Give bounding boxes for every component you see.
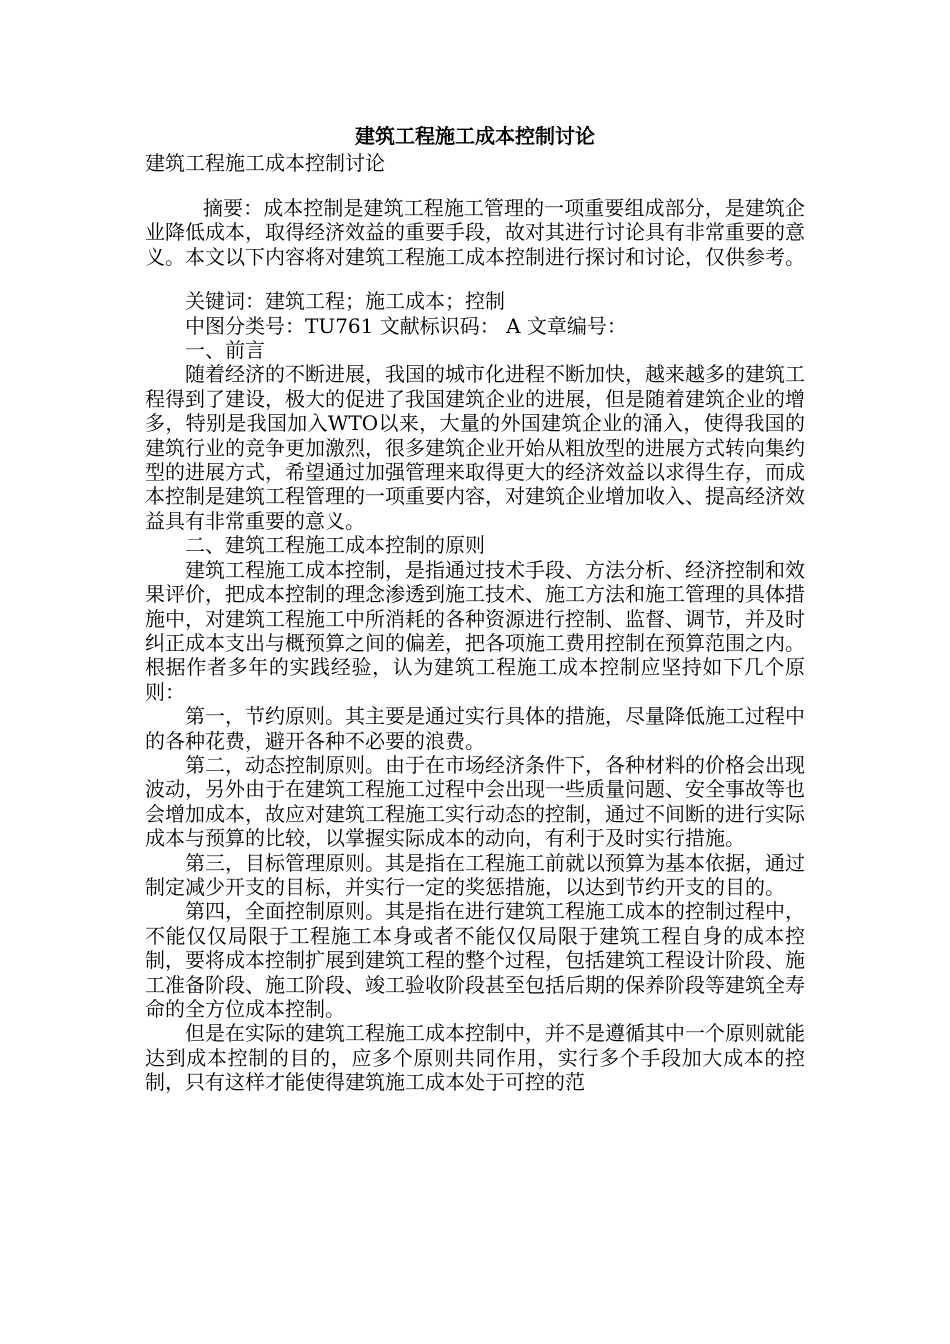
document-title: 建筑工程施工成本控制讨论: [355, 124, 595, 148]
principle-2-paragraph: 第二，动态控制原则。由于在市场经济条件下，各种材料的价格会出现波动，另外由于在建筑工程施工过程中会出现一些质量问题、安全事故等也会增加成本，故应对建筑工程施工实行动态的控制，通过不间断的进行实际成本与预算的比较，以掌握实际成本的动向，有利于及时实行措施。: [145, 752, 805, 851]
principle-1-paragraph: 第一，节约原则。其主要是通过实行具体的措施，尽量降低施工过程中的各种花费，避开各种不必要的浪费。: [145, 704, 805, 753]
abstract-paragraph: 摘要：成本控制是建筑工程施工管理的一项重要组成部分，是建筑企业降低成本，取得经济效益的重要手段，故对其进行讨论具有非常重要的意义。本文以下内容将对建筑工程施工成本控制进行探讨和讨论，仅供参考。: [145, 196, 805, 269]
spacer: [145, 269, 805, 289]
section-2-heading: 二、建筑工程施工成本控制的原则: [185, 533, 485, 558]
document-page: [145, 122, 805, 1095]
keywords-line: 关键词：建筑工程；施工成本；控制: [185, 289, 505, 314]
section-1-paragraph: 随着经济的不断进展，我国的城市化进程不断加快，越来越多的建筑工程得到了建设，极大的促进了我国建筑企业的进展，但是随着建筑企业的增多，特别是我国加入WTO以来，大量的外国建筑企业的涌入，使得我国的建筑行业的竞争更加激烈，很多建筑企业开始从粗放型的进展方式转向集约型的进展方式，希望通过加强管理来取得更大的经济效益以求得生存，而成本控制是建筑工程管理的一项重要内容，对建筑企业增加收入、提高经济效益具有非常重要的意义。: [145, 362, 805, 533]
section-1-heading: 一、前言: [185, 338, 265, 363]
principle-4-paragraph: 第四，全面控制原则。其是指在进行建筑工程施工成本的控制过程中，不能仅仅局限于工程施工本身或者不能仅仅局限于建筑工程自身的成本控制，要将成本控制扩展到建筑工程的整个过程，包括建筑工程设计阶段、施工准备阶段、施工阶段、竣工验收阶段甚至包括后期的保养阶段等建筑全寿命的全方位成本控制。: [145, 899, 805, 1021]
classification-line: 中图分类号：TU761 文献标识码： A 文章编号：: [185, 313, 627, 338]
document-subtitle: 建筑工程施工成本控制讨论: [145, 151, 385, 175]
spacer: [145, 176, 805, 196]
principle-3-paragraph: 第三，目标管理原则。其是指在工程施工前就以预算为基本依据，通过制定减少开支的目标，并实行一定的奖惩措施，以达到节约开支的目的。: [145, 850, 805, 899]
section-2-intro-paragraph: 建筑工程施工成本控制，是指通过技术手段、方法分析、经济控制和效果评价，把成本控制的理念渗透到施工技术、施工方法和施工管理的具体措施中，对建筑工程施工中所消耗的各种资源进行控制、监督、调节，并及时纠正成本支出与概预算之间的偏差，把各项施工费用控制在预算范围之内。根据作者多年的实践经验，认为建筑工程施工成本控制应坚持如下几个原则：: [145, 557, 805, 704]
closing-paragraph: 但是在实际的建筑工程施工成本控制中，并不是遵循其中一个原则就能达到成本控制的目的，应多个原则共同作用，实行多个手段加大成本的控制，只有这样才能使得建筑施工成本处于可控的范: [145, 1021, 805, 1095]
